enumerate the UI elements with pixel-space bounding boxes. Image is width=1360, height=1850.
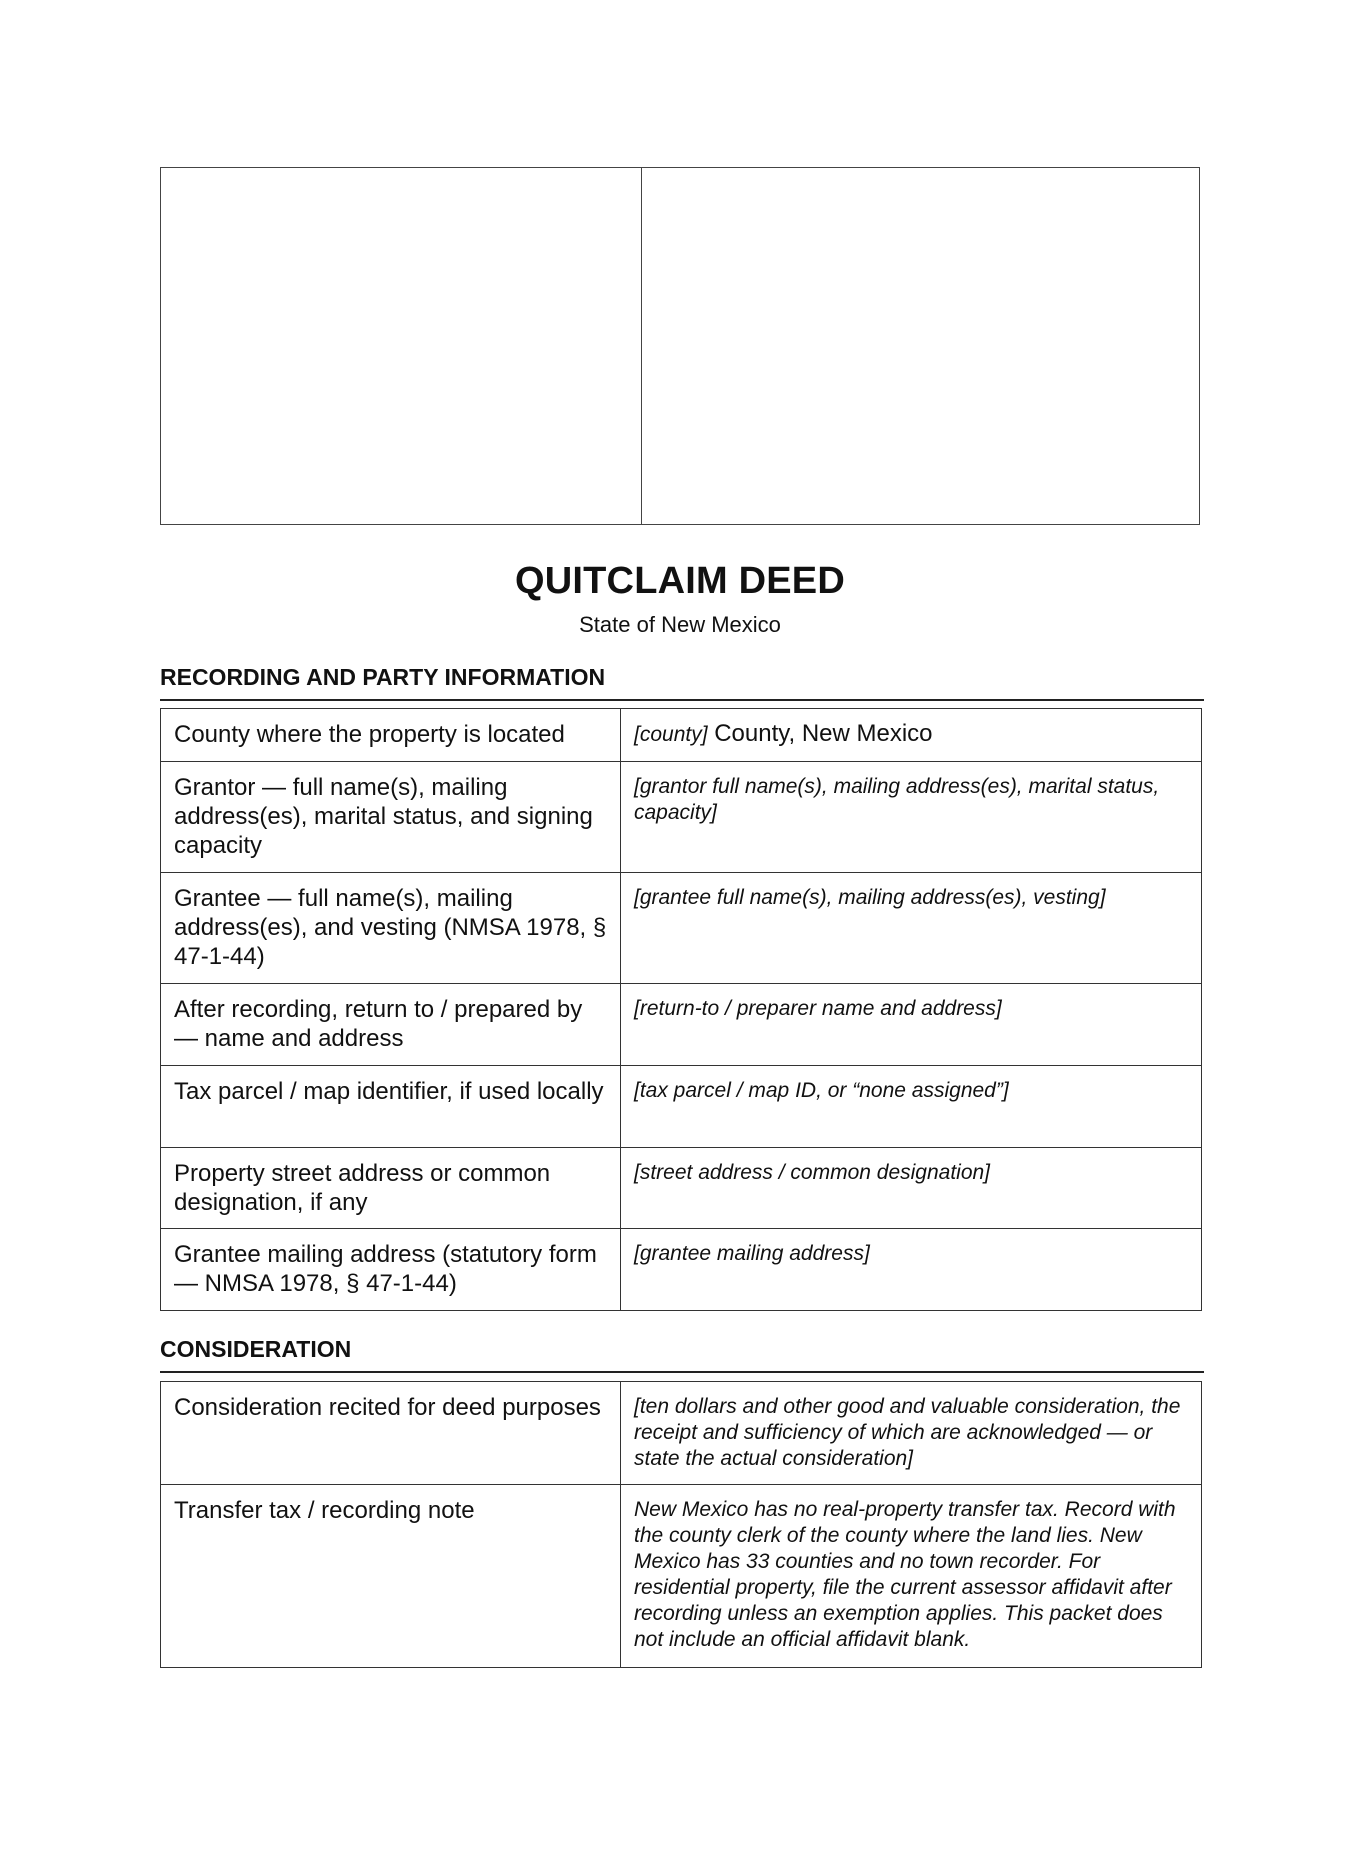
- row-value: [tax parcel / map ID, or “none assigned”]: [621, 1066, 1202, 1148]
- row-value: [return-to / preparer name and address]: [621, 984, 1202, 1066]
- table-row: [161, 873, 1202, 984]
- row-value: [grantor full name(s), mailing address(es), marital status, capacity]: [621, 762, 1202, 873]
- table-row: [161, 709, 1202, 762]
- document-title: QUITCLAIM DEED: [514, 560, 845, 602]
- recording-box-left: [161, 168, 642, 524]
- county-suffix: County, New Mexico: [707, 720, 933, 747]
- table-row: [161, 1485, 1202, 1668]
- row-label: Tax parcel / map identifier, if used locally: [161, 1066, 621, 1148]
- title-block: [0, 558, 1360, 638]
- row-value: [street address / common designation]: [621, 1148, 1202, 1229]
- table-row: [161, 1148, 1202, 1229]
- row-value: [grantee mailing address]: [621, 1229, 1202, 1311]
- row-value: New Mexico has no real-property transfer tax. Record with the county clerk of the county where the land lies. New Mexico has 33 counties and no town recorder. For residential property, file the current assessor affidavit after recording unless an exemption applies. This packet does not include an official affidavit blank.: [621, 1485, 1202, 1668]
- row-label: Grantor — full name(s), mailing address(es), marital status, and signing capacity: [161, 762, 621, 873]
- row-label: Grantee — full name(s), mailing address(es), and vesting (NMSA 1978, § 47-1-44): [161, 873, 621, 984]
- row-label: Grantee mailing address (statutory form — NMSA 1978, § 47-1-44): [161, 1229, 621, 1311]
- row-label: After recording, return to / prepared by — name and address: [161, 984, 621, 1066]
- consideration-table: [160, 1381, 1202, 1668]
- table-row: [161, 1382, 1202, 1485]
- table-row: [161, 984, 1202, 1066]
- section-heading-recording: RECORDING AND PARTY INFORMATION: [160, 663, 1204, 701]
- table-row: [161, 1229, 1202, 1311]
- row-label: Property street address or common designation, if any: [161, 1148, 621, 1229]
- row-value: [grantee full name(s), mailing address(es), vesting]: [621, 873, 1202, 984]
- county-placeholder: [county]: [634, 723, 708, 746]
- row-value: [621, 709, 1202, 762]
- table-row: [161, 762, 1202, 873]
- recording-stamp-area: [160, 167, 1200, 525]
- recording-party-table: [160, 708, 1202, 1311]
- row-value: [ten dollars and other good and valuable consideration, the receipt and sufficiency of which are acknowledged — or state the actual consideration]: [621, 1382, 1202, 1485]
- row-label: County where the property is located: [161, 709, 621, 762]
- row-label: Transfer tax / recording note: [161, 1485, 621, 1668]
- section-heading-consideration: CONSIDERATION: [160, 1335, 1204, 1373]
- recording-box-right: [642, 168, 1199, 524]
- document-subtitle: State of New Mexico: [579, 612, 781, 637]
- table-row: [161, 1066, 1202, 1148]
- row-label: Consideration recited for deed purposes: [161, 1382, 621, 1485]
